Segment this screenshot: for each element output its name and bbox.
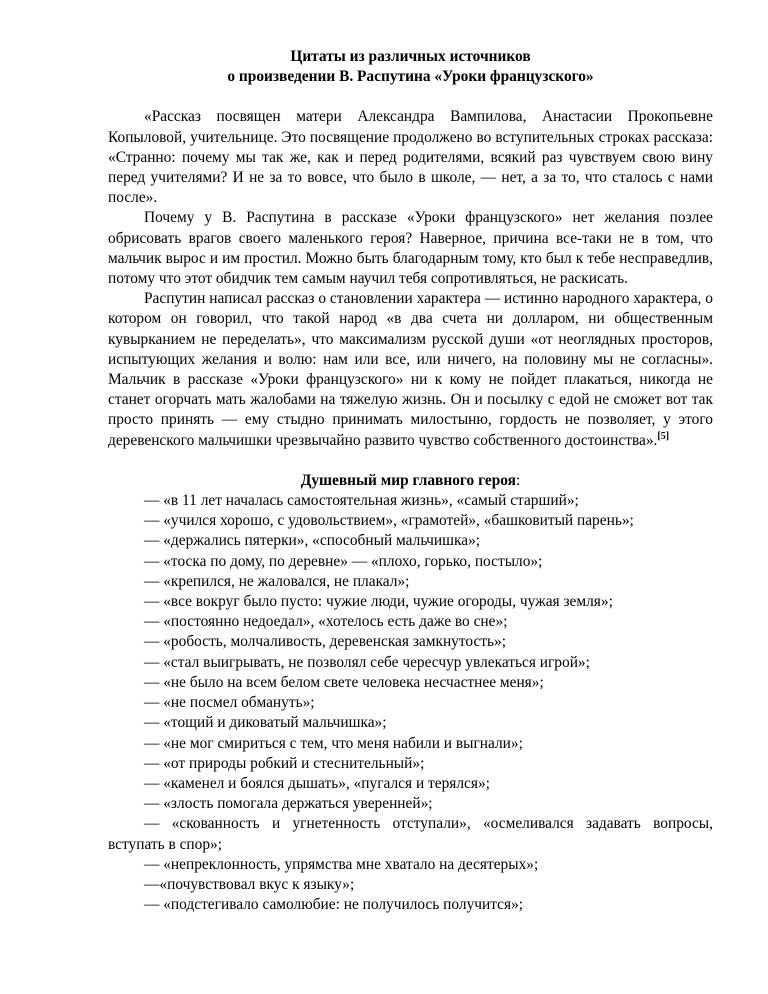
quote-list bbox=[108, 491, 713, 915]
footnote-reference[interactable]: [5] bbox=[657, 430, 670, 442]
quote-item: — «не мог смириться с тем, что меня набили и выгнали»; bbox=[144, 734, 523, 752]
quote-item: — «стал выигрывать, не позволял себе чересчур увлекаться игрой»; bbox=[144, 653, 590, 671]
quote-item: — «тощий и диковатый мальчишка»; bbox=[144, 714, 387, 732]
section-heading-text: Душевный мир главного героя bbox=[300, 471, 516, 489]
title-line-2: о произведении В. Распутина «Уроки французского» bbox=[227, 68, 594, 86]
paragraph-3 bbox=[108, 289, 713, 451]
section-heading-colon: : bbox=[515, 471, 521, 489]
quote-item: — «постоянно недоедал», «хотелось есть даже во сне»; bbox=[144, 613, 508, 631]
quote-item: — «тоска по дому, по деревне» — «плохо, горько, постыло»; bbox=[144, 552, 543, 570]
quote-item: — «крепился, не жаловался, не плакал»; bbox=[144, 572, 410, 590]
quote-item: — «не было на всем белом свете человека несчастнее меня»; bbox=[144, 673, 544, 691]
quote-item: — «в 11 лет началась самостоятельная жизнь», «самый старший»; bbox=[144, 492, 579, 510]
paragraph-3-text: Распутин написал рассказ о становлении характера — истинно народного характера, о котором он говорил, что такой народ «в два счета ни долларом, ни общественным кувырканием не переделать», что максимализм русской души «от неоглядных просторов, испытующих желания и волю: нам или все, или ничего, на половину мы не согласны». Мальчик в рассказе «Уроки французского» ни к кому не пойдет плакаться, никогда не станет огорчать мать жалобами на тяжелую жизнь. Он и посылку с едой не сможет вот так просто принять — ему стыдно принимать милостыню, гордость не позволяет, у этого деревенского мальчишки чрезвычайно развито чувство собственного достоинства». bbox=[108, 290, 713, 449]
quote-item: — «непреклонность, упрямства мне хватало на десятерых»; bbox=[144, 855, 539, 873]
quote-item: — «подстегивало самолюбие: не получилось получится»; bbox=[144, 896, 524, 914]
quote-item: — «скованность и угнетенность отступали», «осмеливался задавать вопросы, вступать в спор»; bbox=[108, 815, 713, 853]
quote-item: — «учился хорошо, с удовольствием», «грамотей», «башковитый парень»; bbox=[144, 512, 634, 530]
document-page bbox=[108, 47, 713, 915]
section-heading bbox=[108, 471, 713, 491]
document-title bbox=[108, 47, 713, 87]
quote-item: — «держались пятерки», «способный мальчишка»; bbox=[144, 532, 481, 550]
quote-item: — «робость, молчаливость, деревенская замкнутость»; bbox=[144, 633, 507, 651]
quote-item: — «от природы робкий и стеснительный»; bbox=[144, 754, 425, 772]
quote-item: — «каменел и боялся дышать», «пугался и терялся»; bbox=[144, 774, 490, 792]
title-line-1: Цитаты из различных источников bbox=[290, 48, 531, 65]
paragraph-2: Почему у В. Распутина в рассказе «Уроки французского» нет желания позлее обрисовать врагов своего маленького героя? Наверное, причина все-таки не в том, что мальчик вырос и им простил. Можно быть благодарным тому, кто был к тебе несправедлив, потому что этот обидчик тем самым научил тебя сопротивляться, не раскисать. bbox=[108, 209, 713, 288]
quote-item: — «злость помогала держаться уверенней»; bbox=[144, 795, 433, 813]
paragraph-1: «Рассказ посвящен матери Александра Вампилова, Анастасии Прокопьевне Копыловой, учительнице. Это посвящение продолжено во вступительных строках рассказа: «Странно: почему мы так же, как и перед родителями, всякий раз чувствуем свою вину перед учителями? И не за то вовсе, что было в школе, — нет, а за то, что сталось с нами после». bbox=[108, 108, 713, 207]
quote-item: —«почувствовал вкус к языку»; bbox=[144, 875, 355, 893]
quote-item: — «не посмел обмануть»; bbox=[144, 694, 315, 712]
quote-item: — «все вокруг было пусто: чужие люди, чужие огороды, чужая земля»; bbox=[144, 593, 613, 611]
